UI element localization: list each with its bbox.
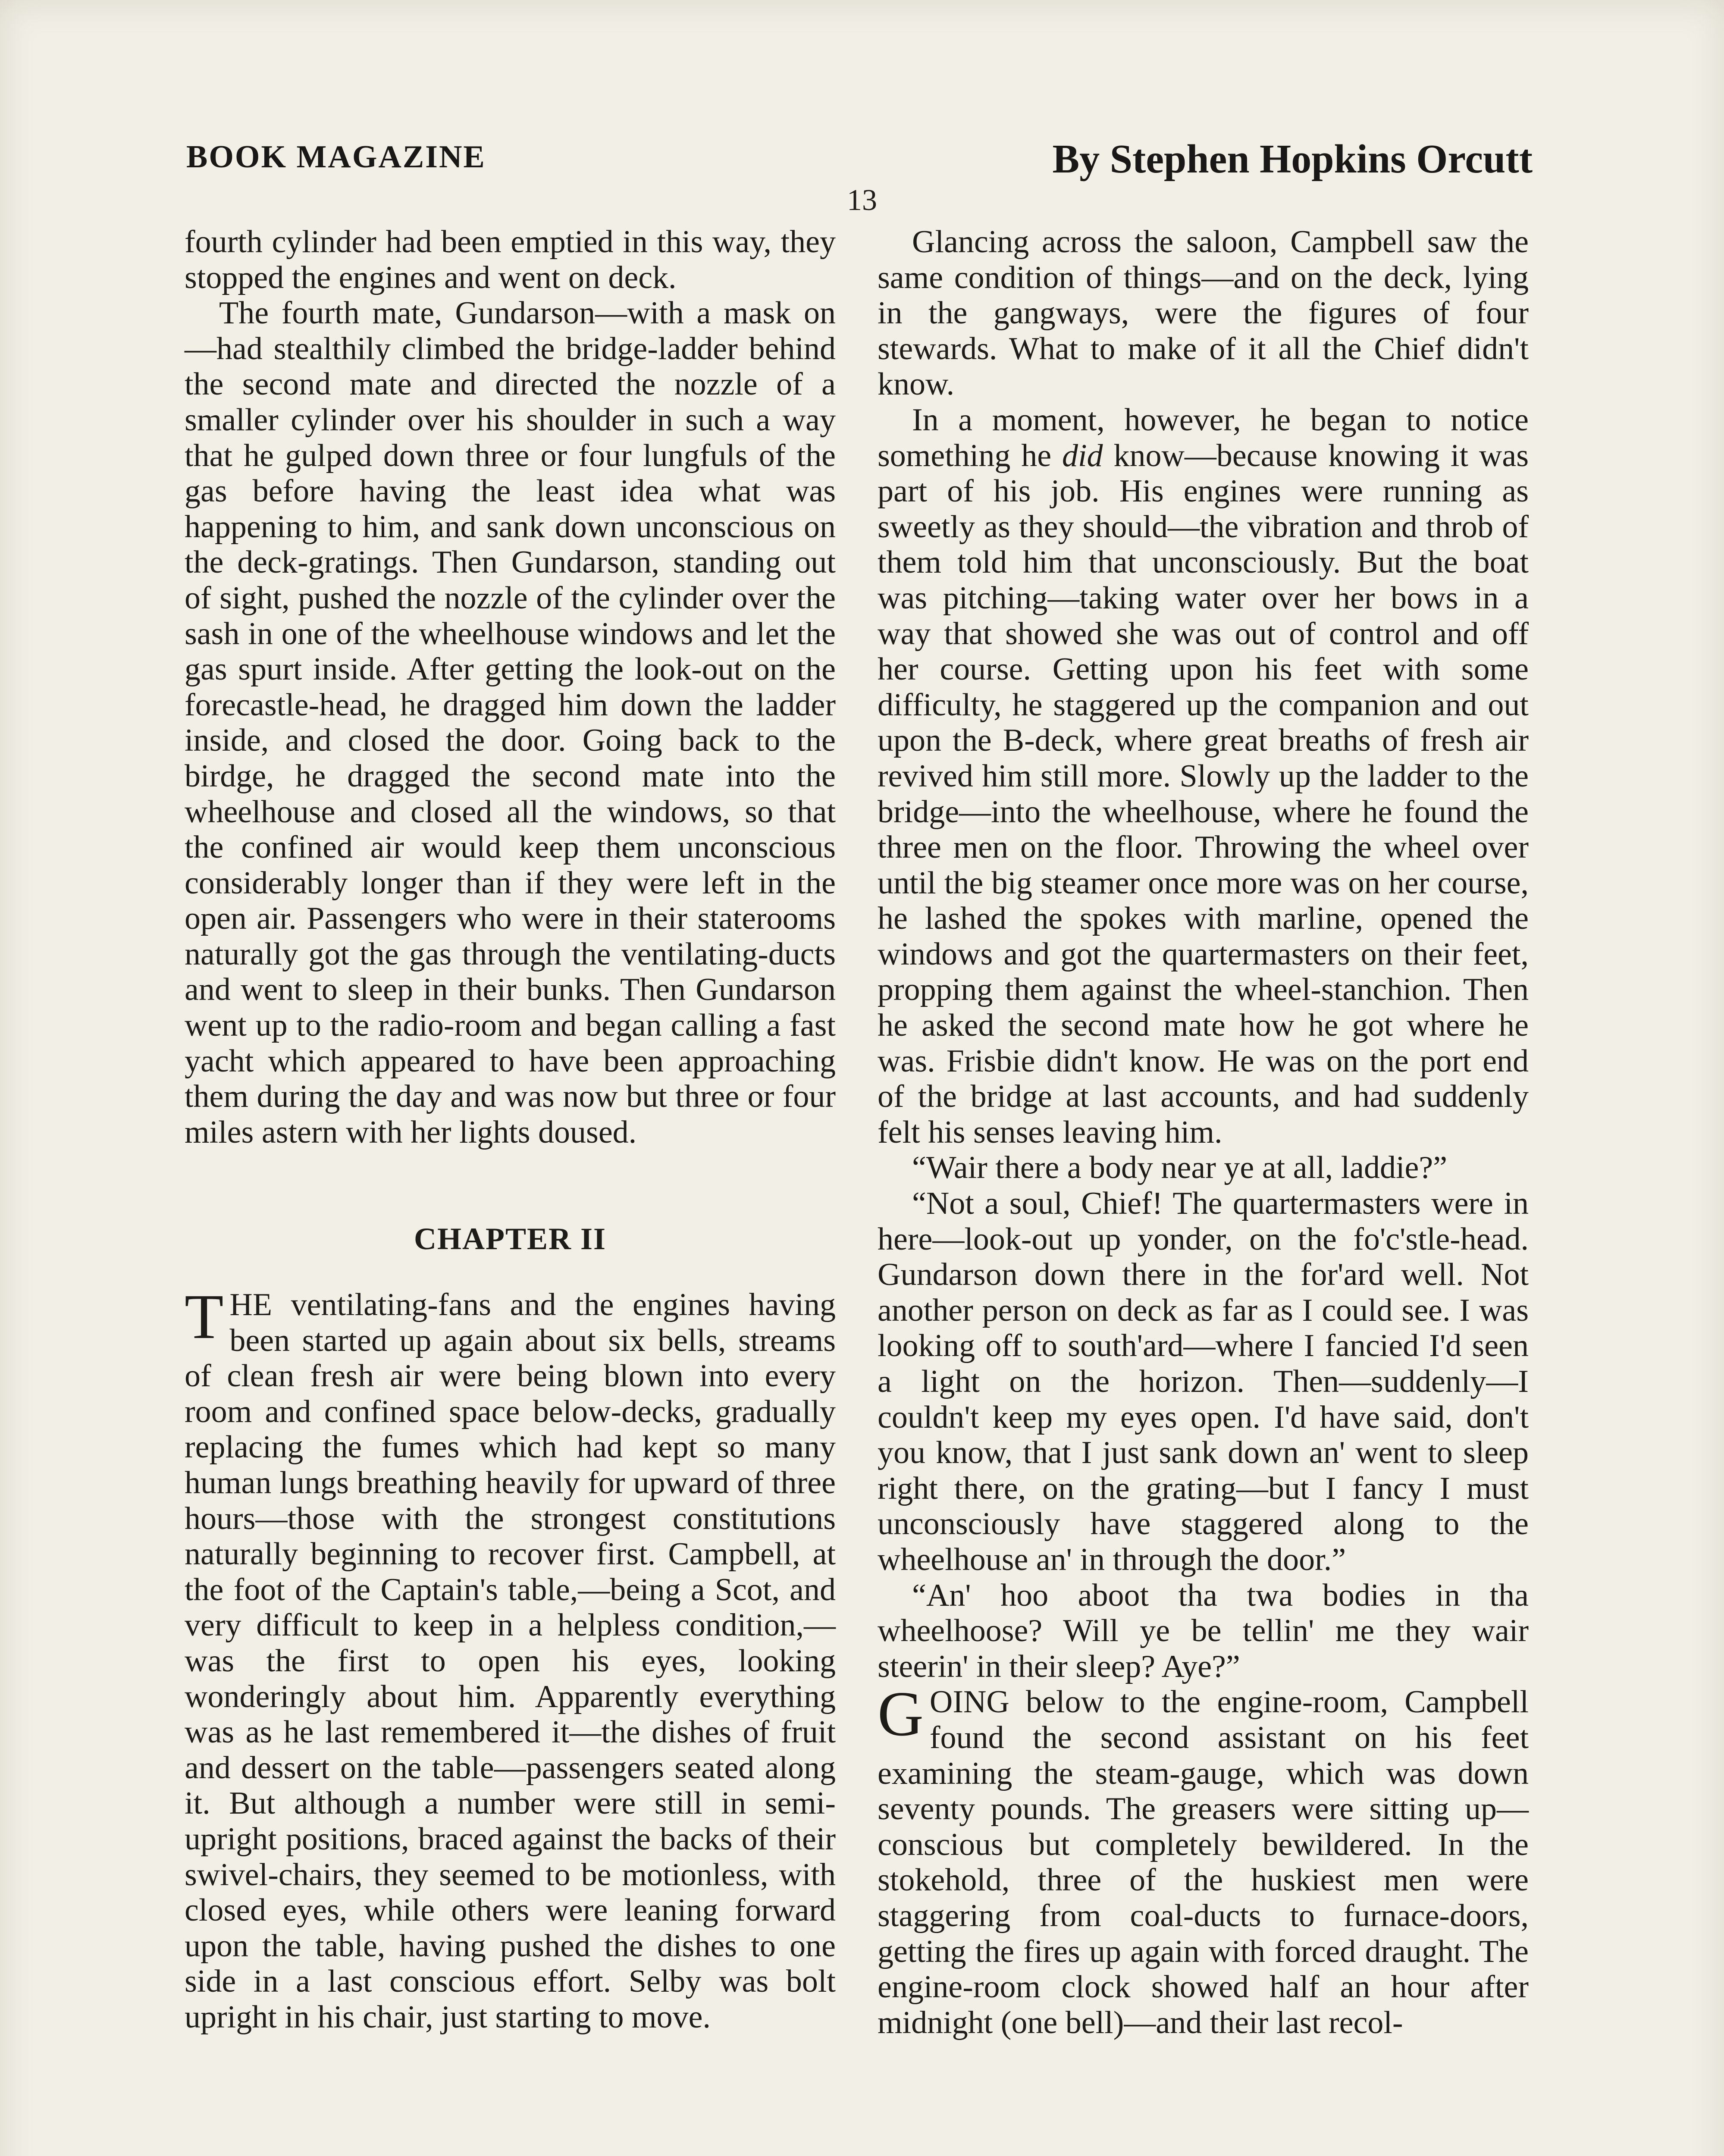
left-column — [185, 224, 836, 2035]
drop-cap: G — [878, 1679, 924, 1750]
paragraph-text: HE ventilating-fans and the engines having been started up again about six bells, streams of clean fresh air were being blown into every room and confined space below-decks, gradually replacing the fumes which had kept so many human lungs breathing heavily for upward of three hours—those with the strongest constitutions naturally beginning to recover first. Campbell, at the foot of the Captain's table,—being a Scot, and very difficult to keep in a helpless condition,—was the first to open his eyes, looking wonderingly about him. Apparently everything was as he last remembered it—the dishes of fruit and dessert on the table—passengers seated along it. But although a number were still in semi-upright positions, braced against the backs of their swivel-chairs, they seemed to be motionless, with closed eyes, while others were leaning forward upon the table, having pushed the dishes to one side in a last conscious effort. Selby was bolt upright in his chair, just starting to move. — [185, 1287, 836, 2035]
page-number: 13 — [847, 184, 877, 217]
dialogue-paragraph: “Not a soul, Chief! The quartermasters were in here—look-out up yonder, on the fo'c'stle-head. Gundarson down there in the for'ard well. Not another person on deck as far as I could see. I was looking off to south'ard—where I fancied I'd seen a light on the horizon. Then—suddenly—I couldn't keep my eyes open. I'd have said, don't you know, that I just sank down an' went to sleep right there, on the grating—but I fancy I must unconsciously have staggered along to the wheelhouse an' in through the door.” — [878, 1186, 1529, 1577]
paragraph-text: OING below to the engine-room, Campbell found the second assistant on his feet examining the steam-gauge, which was down seventy pounds. The greasers were sitting up—conscious but completely bewildered. In the stokehold, three of the huskiest men were staggering from coal-ducts to furnace-doors, getting the fires up again with forced draught. The engine-room clock showed half an hour after midnight (one bell)—and their last recol- — [878, 1684, 1529, 2040]
paragraph: fourth cylinder had been emptied in this way, they stopped the engines and went on deck. — [185, 224, 836, 295]
paragraph: The fourth mate, Gundarson—with a mask on—had stealthily climbed the bridge-ladder behind the second mate and directed the nozzle of a smaller cylinder over his shoulder in such a way that he gulped down three or four lungfuls of the gas before having the least idea what was happening to him, and sank down unconscious on the deck-gratings. Then Gundarson, standing out of sight, pushed the nozzle of the cylinder over the sash in one of the wheelhouse windows and let the gas spurt inside. After getting the look-out on the forecastle-head, he dragged him down the ladder inside, and closed the door. Going back to the birdge, he dragged the second mate into the wheelhouse and closed all the windows, so that the confined air would keep them unconscious considerably longer than if they were left in the open air. Passengers who were in their staterooms naturally got the gas through the ventilating-ducts and went to sleep in their bunks. Then Gundarson went up to the radio-room and began calling a fast yacht which appeared to have been approaching them during the day and was now but three or four miles astern with her lights doused. — [185, 295, 836, 1150]
paragraph: Glancing across the saloon, Campbell saw the same condition of things—and on the deck, lying in the gangways, were the figures of four stewards. What to make of it all the Chief didn't know. — [878, 224, 1529, 402]
paragraph-with-dropcap — [185, 1282, 836, 2035]
drop-cap: T — [185, 1282, 224, 1353]
magazine-title: BOOK MAGAZINE — [186, 139, 486, 175]
paragraph-text: know—because knowing it was part of his job. His engines were running as sweetly as they should—the vibration and throb of them told him that unconsciously. But the boat was pitching—taking water over her bows in a way that showed she was out of control and off her course. Getting upon his feet with some difficulty, he staggered up the companion and out upon the B-deck, where great breaths of fresh air revived him still more. Slowly up the ladder to the bridge—into the wheelhouse, where he found the three men on the floor. Throwing the wheel over until the big steamer once more was on her course, he lashed the spokes with marline, opened the windows and got the quartermasters on their feet, propping them against the wheel-stanchion. Then he asked the second mate how he got where he was. Frisbie didn't know. He was on the port end of the bridge at last accounts, and had suddenly felt his senses leaving him. — [878, 438, 1529, 1150]
emphasis-text: did — [1062, 438, 1103, 473]
paragraph — [878, 402, 1529, 1150]
chapter-heading: CHAPTER II — [414, 1222, 607, 1257]
dialogue-paragraph: “An' hoo aboot tha twa bodies in tha wheelhoose? Will ye be tellin' me they wair steerin' in their sleep? Aye?” — [878, 1577, 1529, 1684]
dialogue-paragraph: “Wair there a body near ye at all, laddie?” — [912, 1150, 1448, 1186]
paragraph-with-dropcap — [878, 1679, 1529, 2040]
paragraph-text: In a moment, however, he began to notice something he — [878, 402, 1529, 473]
author-byline: By Stephen Hopkins Orcutt — [1052, 137, 1533, 182]
right-column — [878, 224, 1529, 2040]
